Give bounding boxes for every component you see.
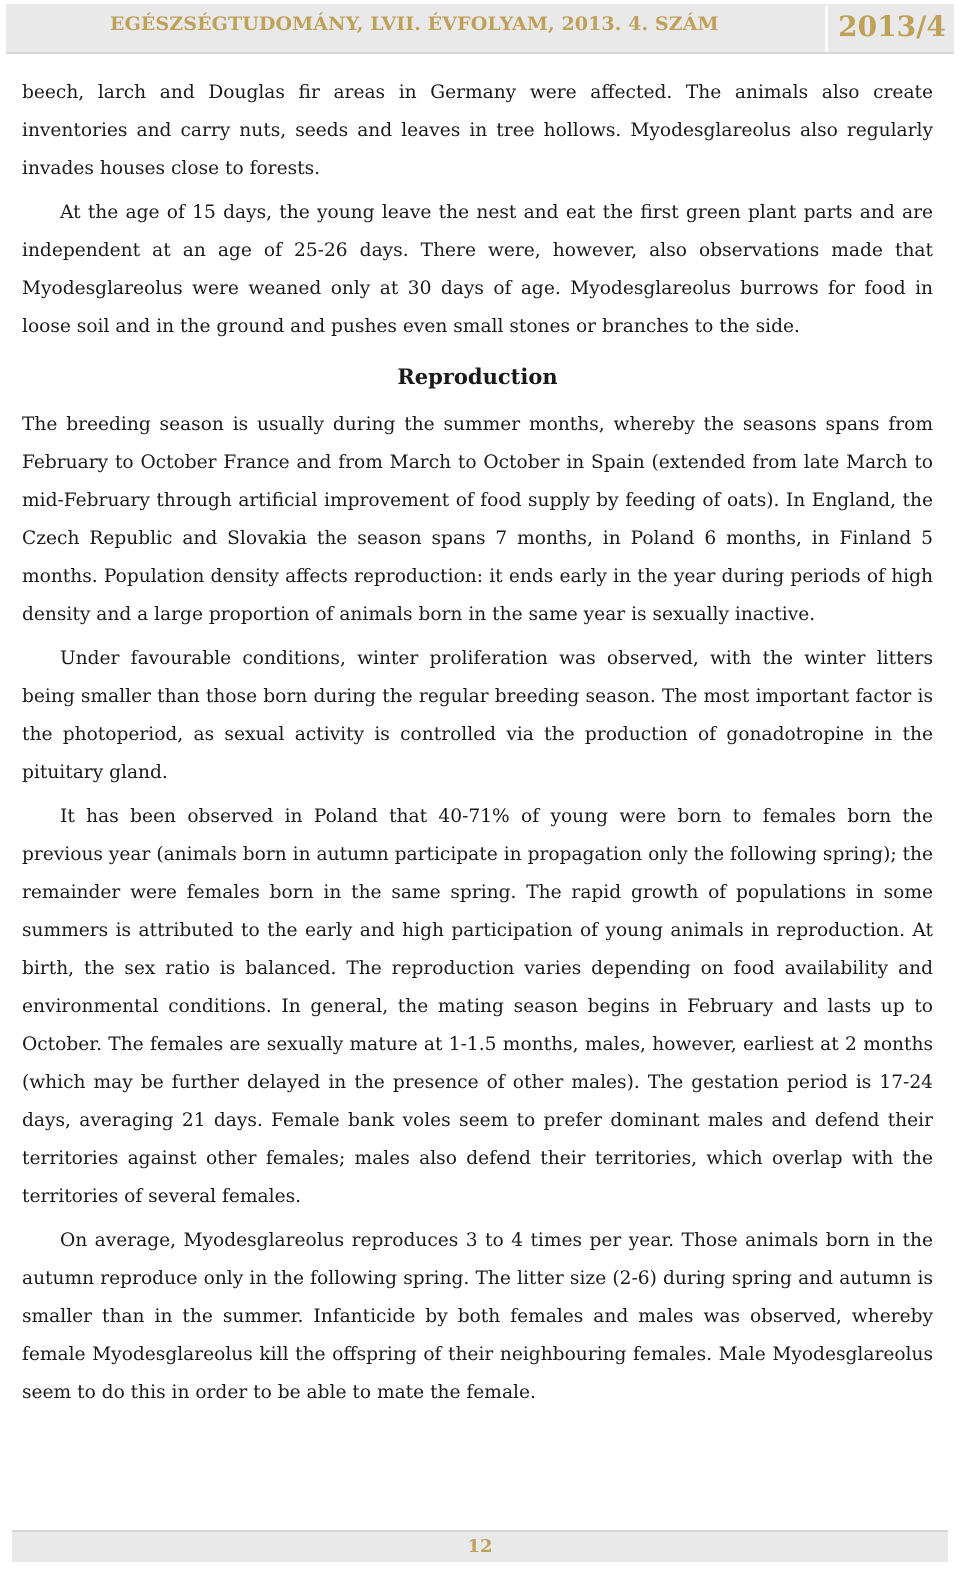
paragraph-breeding: The breeding season is usually during the summer months, whereby the seasons spans from February to October France and from March to October in Spain (extended from late March to mid-February through artificial improvement of food supply by feeding of oats). In England, the Czech Republic and Slovakia the season spans 7 months, in Poland 6 months, in Finland 5 months. Population density affects reproduction: it ends early in the year during periods of high density and a large proportion of animals born in the same year is sexually inactive. [22,414,933,625]
page-number: 12 [467,1536,493,1557]
journal-title: EGÉSZSÉGTUDOMÁNY, LVII. ÉVFOLYAM, 2013. 4. SZÁM [110,13,719,35]
section-heading: Reproduction [397,364,558,389]
paragraph-poland: It has been observed in Poland that 40-71% of young were born to females born the previous year (animals born in autumn participate in propagation only the following spring); the remainder were females born in the same spring. The rapid growth of populations in some summers is attributed to the early and high participation of young animals in reproduction. At birth, the sex ratio is balanced. The reproduction varies depending on food availability and environmental conditions. In general, the mating season begins in February and lasts up to October. The females are sexually mature at 1-1.5 months, males, however, earliest at 2 months (which may be further delayed in the presence of other males). The gestation period is 17-24 days, averaging 21 days. Female bank voles seem to prefer dominant males and defend their territories against other females; males also defend their territories, which overlap with the territories of several females. [22,806,933,1207]
article-body [22,74,933,1418]
paragraph-young: At the age of 15 days, the young leave the nest and eat the first green plant parts and are independent at an age of 25-26 days. There were, however, also observations made that Myodesglareolus were weaned only at 30 days of age. Myodesglareolus burrows for food in loose soil and in the ground and pushes even small stones or branches to the side. [22,202,933,337]
paragraph-continuation: beech, larch and Douglas fir areas in Germany were affected. The animals also create inventories and carry nuts, seeds and leaves in tree hollows. Myodesglareolus also regularly invades houses close to forests. [22,82,933,179]
paragraph-average: On average, Myodesglareolus reproduces 3 to 4 times per year. Those animals born in the autumn reproduce only in the following spring. The litter size (2-6) during spring and autumn is smaller than in the summer. Infanticide by both females and males was observed, whereby female Myodesglareolus kill the offspring of their neighbouring females. Male Myodesglareolus seem to do this in order to be able to mate the female. [22,1230,933,1403]
running-header [6,4,954,54]
issue-label: 2013/4 [838,10,946,43]
header-divider [825,6,828,52]
page-footer [12,1530,948,1562]
paragraph-winter: Under favourable conditions, winter proliferation was observed, with the winter litters being smaller than those born during the regular breeding season. The most important factor is the photoperiod, as sexual activity is controlled via the production of gonadotropine in the pituitary gland. [22,648,933,783]
